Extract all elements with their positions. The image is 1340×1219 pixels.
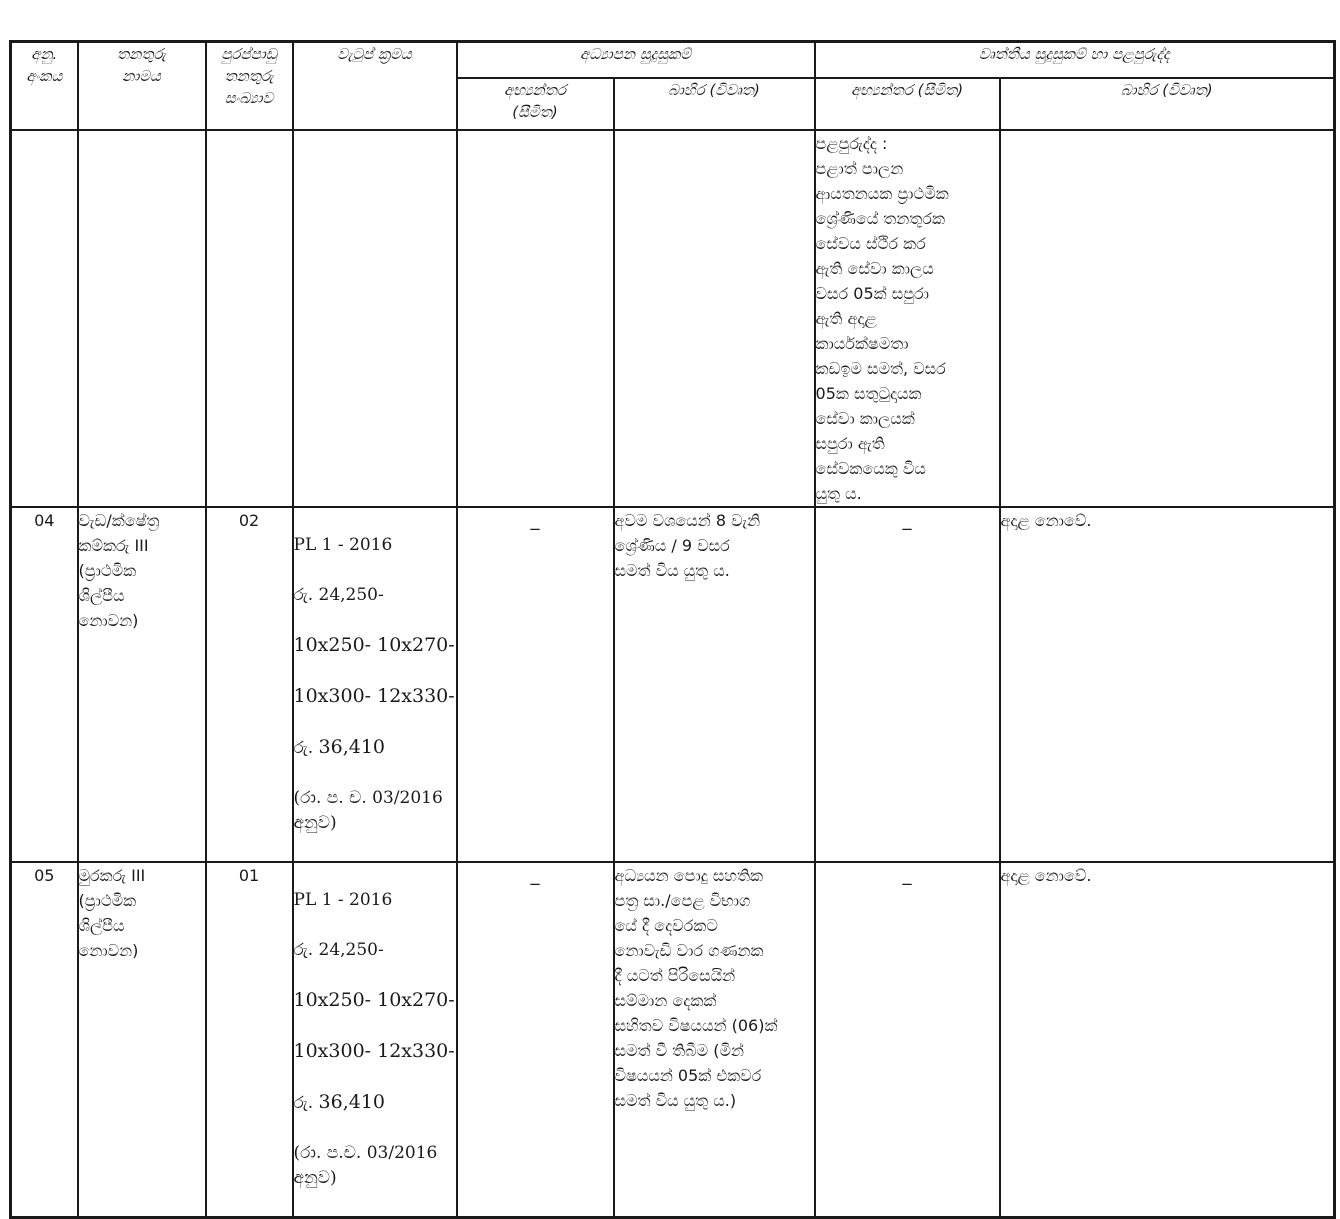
cell-prof-internal: _ [815,862,1000,1218]
cell-salary [293,130,457,507]
cell-vacancies: 02 [206,507,293,862]
salary-end: 36,410 [318,736,386,758]
salary-reference: (රා. ප. ච. 03/2016 අනුව) [293,788,443,833]
cell-vacancies [206,130,293,507]
cell-prof-external: අදාළ නොවේ. [1000,507,1335,862]
salary-end-prefix: රු. [293,1093,319,1113]
cell-prof-internal-experience: පළපුරුද්ද : පළාත් පාලන ආයතනයක ප්‍රාථමික ශ්‍රේණියේ තනතුරක සේවය ස්ථිර කර ඇති සේවා කාලය වසර 05ක් සපුරා ඇති අදාළ කාර්යක්ෂමතා කඩඉම සමත්, වසර 05ක සතුටුදායක සේවා කාලයක් සපුරා ඇති සේවකයෙකු විය යුතු ය. [815,130,1000,507]
cell-edu-external: අධ්‍යයන පොදු සහතික පත්‍ර සා./පෙළ විභාග යේ දී දෙවරකට නොවැඩි වාර ගණනක දී යටත් පිරිසෙයින් සම්මාන දෙකක් සහිතව විෂයයන් (06)ක් සමත් වී තිබීම (මින් විෂයයන් 05ක් එකවර සමත් විය යුතු ය.) [614,862,815,1218]
cell-edu-external: අවම වශයෙන් 8 වැනි ශ්‍රේණිය / 9 වසර සමත් විය යුතු ය. [614,507,815,862]
header-vacancies: පුරප්පාඩු තනතුරු සංඛ්‍යාව [206,42,293,131]
cell-edu-external [614,130,815,507]
cell-serial [11,130,78,507]
salary-steps: 10x300- 12x330- [293,685,455,707]
header-serial-no: අනු. අංකය [11,42,78,131]
cell-prof-external [1000,130,1335,507]
salary-code: PL 1 - 2016 [293,890,393,910]
cell-prof-internal: _ [815,507,1000,862]
salary-code: PL 1 - 2016 [293,535,393,555]
header-prof-internal: අභ්‍යන්තර (සීමිත) [815,78,1000,130]
salary-end: 36,410 [318,1091,386,1113]
table-row [11,862,1335,1218]
cell-post: වැඩ/ක්ෂේත්‍ර කම්කරු III (ප්‍රාථමික ශිල්පීය නොවන) [78,507,206,862]
salary-reference: (රා. ප.ච. 03/2016 අනුව) [293,1143,438,1188]
cell-serial: 05 [11,862,78,1218]
cell-salary [293,862,457,1218]
table-row [11,507,1335,862]
cell-edu-internal: _ [457,507,614,862]
cell-serial: 04 [11,507,78,862]
header-edu-external: බාහිර (විවෘත) [614,78,815,130]
cell-post [78,130,206,507]
header-salary-scale: වැටුප් ක්‍රමය [293,42,457,131]
header-prof-external: බාහිර (විවෘත) [1000,78,1335,130]
header-edu-internal: අභ්‍යන්තර (සීමිත) [457,78,614,130]
salary-steps: 10x250- 10x270- [293,634,455,656]
salary-start: රු. 24,250- [293,940,384,960]
cell-edu-internal [457,130,614,507]
cell-prof-external: අදාළ නොවේ. [1000,862,1335,1218]
cell-salary [293,507,457,862]
table-row-continuation [11,130,1335,507]
salary-steps: 10x250- 10x270- [293,989,455,1011]
header-educational-qualifications: අධ්‍යාපන සුදුසුකම් [457,42,815,79]
salary-end-prefix: රු. [293,738,319,758]
header-professional-qualifications: වෘත්තීය සුදුසුකම් හා පළපුරුද්ද [815,42,1335,79]
header-post-name: තනතුරු නාමය [78,42,206,131]
cell-edu-internal: _ [457,862,614,1218]
salary-steps: 10x300- 12x330- [293,1040,455,1062]
cell-vacancies: 01 [206,862,293,1218]
salary-start: රු. 24,250- [293,585,384,605]
vacancy-table [9,40,1336,1219]
cell-post: මුරකරු III (ප්‍රාථමික ශිල්පීය නොවන) [78,862,206,1218]
